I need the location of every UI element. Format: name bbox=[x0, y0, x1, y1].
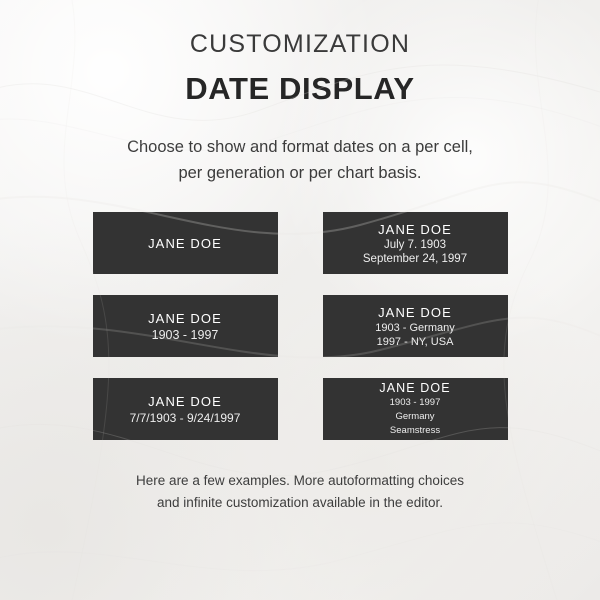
example-card bbox=[93, 378, 278, 440]
example-card bbox=[93, 212, 278, 274]
card-detail-line: 1903 - Germany bbox=[375, 321, 455, 334]
page-title bbox=[0, 30, 600, 107]
subtitle bbox=[127, 135, 473, 186]
card-name: JANE DOE bbox=[378, 221, 452, 237]
card-detail-line: September 24, 1997 bbox=[362, 252, 468, 265]
card-name: JANE DOE bbox=[378, 304, 452, 320]
card-name: JANE DOE bbox=[379, 381, 451, 396]
card-detail-line: Seamstress bbox=[389, 425, 441, 437]
footer-line-2: and infinite customization available in the editor. bbox=[157, 494, 443, 510]
subtitle-line-2: per generation or per chart basis. bbox=[178, 163, 422, 182]
example-card-grid bbox=[93, 212, 508, 440]
card-detail-line: Germany bbox=[395, 411, 435, 423]
card-name: JANE DOE bbox=[148, 310, 222, 326]
footer-note bbox=[136, 470, 464, 513]
card-name: JANE DOE bbox=[148, 235, 222, 251]
example-card bbox=[323, 212, 508, 274]
title-main: DATE DISPLAY bbox=[185, 71, 415, 106]
example-card bbox=[93, 295, 278, 357]
card-detail-line: 1903 - 1997 bbox=[389, 397, 441, 409]
card-name: JANE DOE bbox=[148, 393, 222, 409]
card-detail-line: 1997 - NY, USA bbox=[376, 335, 454, 348]
card-detail-line: 1903 - 1997 bbox=[151, 327, 219, 342]
footer-line-1: Here are a few examples. More autoformatting choices bbox=[136, 473, 464, 489]
example-card bbox=[323, 295, 508, 357]
title-eyebrow: CUSTOMIZATION bbox=[189, 30, 411, 58]
card-detail-line: 7/7/1903 - 9/24/1997 bbox=[129, 410, 241, 425]
subtitle-line-1: Choose to show and format dates on a per cell, bbox=[127, 138, 473, 156]
example-card bbox=[323, 378, 508, 440]
card-detail-line: July 7. 1903 bbox=[383, 238, 446, 251]
